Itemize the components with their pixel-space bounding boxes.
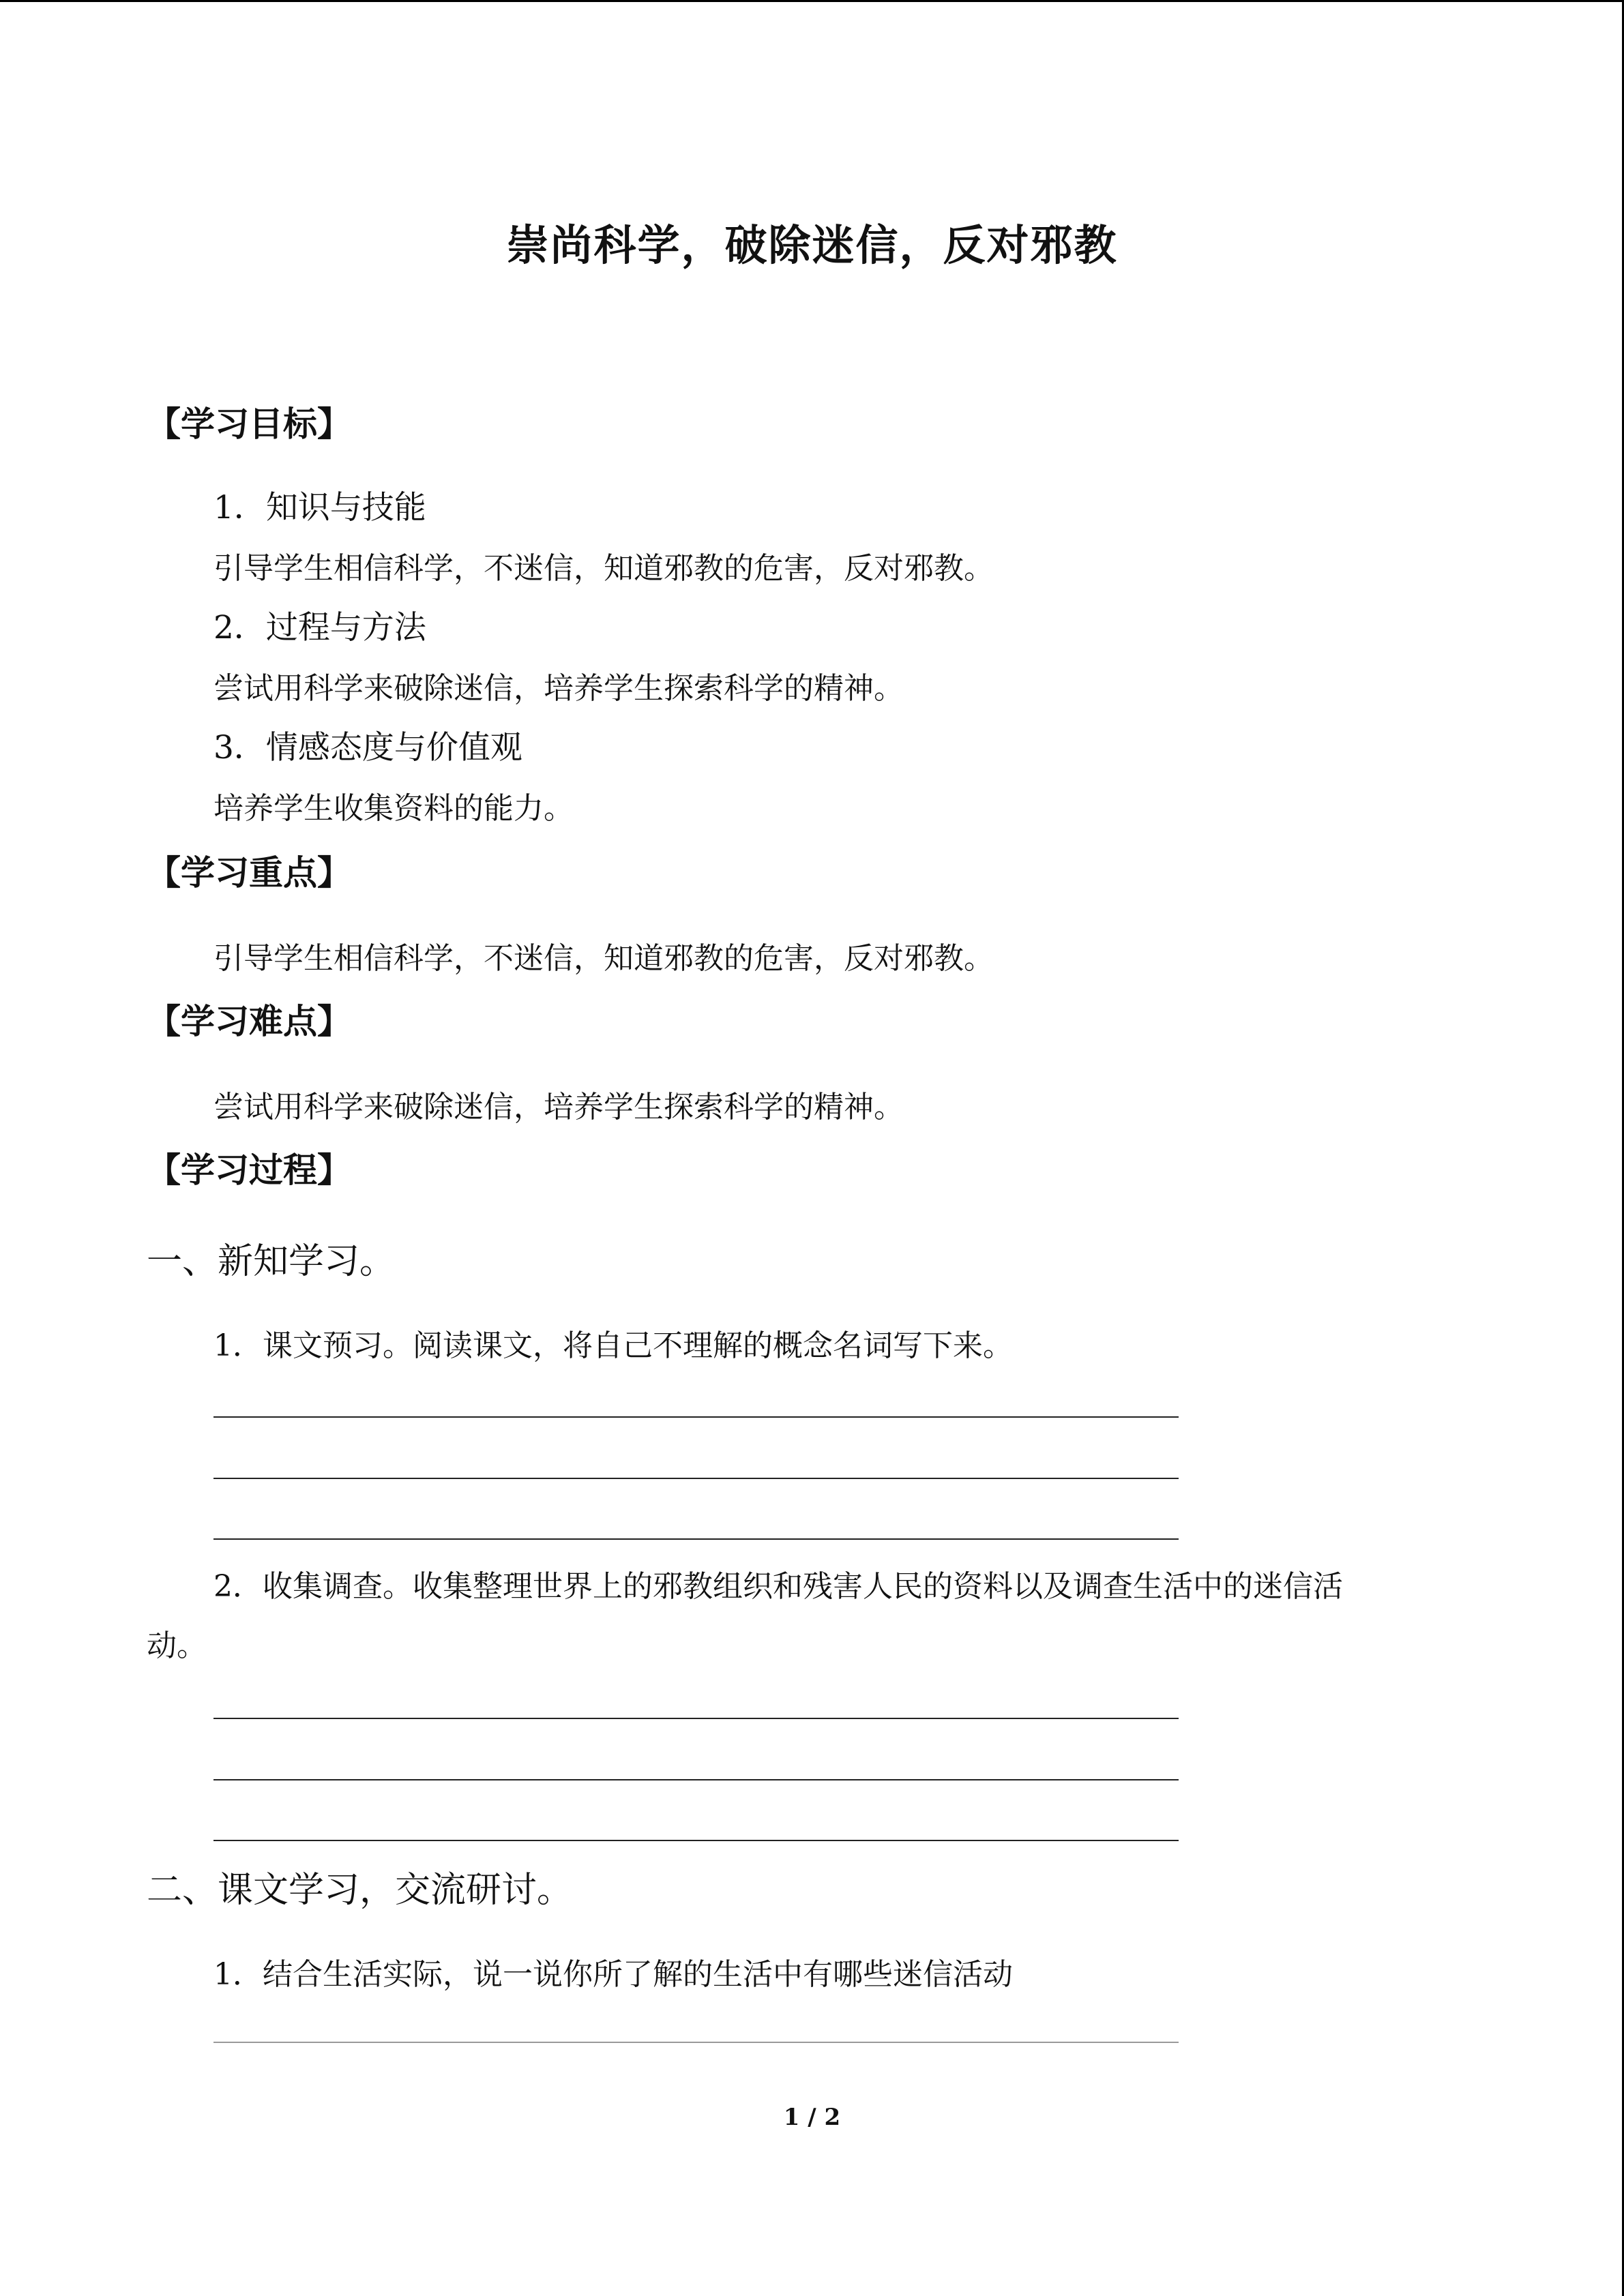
- part2-heading: 二、课文学习，交流研讨。: [147, 1870, 573, 1911]
- key-points-text: 引导学生相信科学，不迷信，知道邪教的危害，反对邪教。: [213, 941, 994, 976]
- part1-question-2: 2．收集调查。收集整理世界上的邪教组织和残害人民的资料以及调查生活中的迷信活: [213, 1569, 1343, 1604]
- page-border-top: [0, 0, 1624, 2]
- answer-line[interactable]: [213, 2042, 1179, 2043]
- answer-line[interactable]: [213, 1779, 1179, 1780]
- part1-heading: 一、新知学习。: [147, 1241, 396, 1282]
- key-points-heading: 【学习重点】: [147, 853, 351, 893]
- part1-question-2-continued: 动。: [147, 1628, 207, 1663]
- part2-question-1: 1．结合生活实际，说一说你所了解的生活中有哪些迷信活动: [213, 1957, 1013, 1992]
- answer-line[interactable]: [213, 1840, 1179, 1841]
- difficulties-heading: 【学习难点】: [147, 1002, 351, 1041]
- objective-2-label: 2．过程与方法: [213, 609, 426, 646]
- page-title: 崇尚科学，破除迷信，反对邪教: [506, 220, 1118, 270]
- page-number: 1 / 2: [783, 2104, 841, 2131]
- answer-line[interactable]: [213, 1416, 1179, 1418]
- difficulties-text: 尝试用科学来破除迷信，培养学生探索科学的精神。: [213, 1090, 904, 1124]
- answer-line[interactable]: [213, 1478, 1179, 1479]
- objectives-heading: 【学习目标】: [147, 404, 351, 444]
- objective-3-label: 3．情感态度与价值观: [213, 729, 522, 766]
- objective-1-text: 引导学生相信科学，不迷信，知道邪教的危害，反对邪教。: [213, 551, 994, 586]
- answer-line[interactable]: [213, 1718, 1179, 1719]
- objective-2-text: 尝试用科学来破除迷信，培养学生探索科学的精神。: [213, 671, 904, 706]
- answer-line[interactable]: [213, 1538, 1179, 1540]
- objective-1-label: 1．知识与技能: [213, 489, 426, 526]
- process-heading: 【学习过程】: [147, 1150, 351, 1190]
- objective-3-text: 培养学生收集资料的能力。: [213, 791, 574, 826]
- part1-question-1: 1．课文预习。阅读课文，将自己不理解的概念名词写下来。: [213, 1328, 1013, 1363]
